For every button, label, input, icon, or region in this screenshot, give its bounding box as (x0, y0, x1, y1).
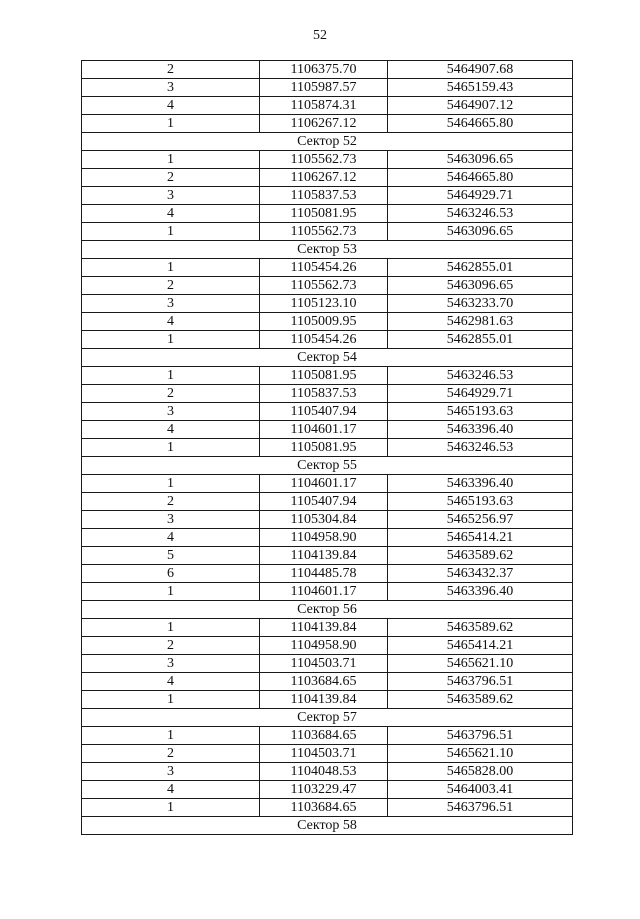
table-row (82, 673, 573, 691)
y-coordinate-cell: 5463396.40 (388, 475, 573, 493)
sector-header-row (82, 241, 573, 259)
table-row (82, 493, 573, 511)
table-row (82, 79, 573, 97)
point-number-cell: 4 (82, 529, 260, 547)
point-number-cell: 4 (82, 205, 260, 223)
coordinates-table (81, 60, 573, 835)
y-coordinate-cell: 5463396.40 (388, 421, 573, 439)
x-coordinate-cell: 1104958.90 (260, 529, 388, 547)
table-row (82, 655, 573, 673)
y-coordinate-cell: 5463796.51 (388, 799, 573, 817)
table-row (82, 511, 573, 529)
sector-title: Сектор 56 (82, 601, 573, 619)
x-coordinate-cell: 1103684.65 (260, 727, 388, 745)
table-row (82, 637, 573, 655)
x-coordinate-cell: 1104601.17 (260, 421, 388, 439)
x-coordinate-cell: 1104601.17 (260, 475, 388, 493)
table-row (82, 187, 573, 205)
y-coordinate-cell: 5463096.65 (388, 277, 573, 295)
point-number-cell: 6 (82, 565, 260, 583)
y-coordinate-cell: 5465256.97 (388, 511, 573, 529)
y-coordinate-cell: 5463233.70 (388, 295, 573, 313)
x-coordinate-cell: 1105454.26 (260, 331, 388, 349)
table-row (82, 61, 573, 79)
y-coordinate-cell: 5464907.68 (388, 61, 573, 79)
point-number-cell: 4 (82, 673, 260, 691)
point-number-cell: 2 (82, 493, 260, 511)
y-coordinate-cell: 5463396.40 (388, 583, 573, 601)
x-coordinate-cell: 1106267.12 (260, 115, 388, 133)
y-coordinate-cell: 5463589.62 (388, 547, 573, 565)
x-coordinate-cell: 1104139.84 (260, 547, 388, 565)
table-row (82, 475, 573, 493)
x-coordinate-cell: 1103684.65 (260, 673, 388, 691)
x-coordinate-cell: 1105874.31 (260, 97, 388, 115)
point-number-cell: 1 (82, 619, 260, 637)
point-number-cell: 1 (82, 691, 260, 709)
point-number-cell: 1 (82, 475, 260, 493)
point-number-cell: 2 (82, 61, 260, 79)
point-number-cell: 3 (82, 655, 260, 673)
y-coordinate-cell: 5464665.80 (388, 169, 573, 187)
x-coordinate-cell: 1105081.95 (260, 367, 388, 385)
point-number-cell: 1 (82, 151, 260, 169)
table-row (82, 97, 573, 115)
table-row (82, 529, 573, 547)
x-coordinate-cell: 1104958.90 (260, 637, 388, 655)
table-row (82, 277, 573, 295)
page-number: 52 (313, 28, 327, 43)
point-number-cell: 4 (82, 421, 260, 439)
x-coordinate-cell: 1104601.17 (260, 583, 388, 601)
y-coordinate-cell: 5463432.37 (388, 565, 573, 583)
x-coordinate-cell: 1104485.78 (260, 565, 388, 583)
table-row (82, 619, 573, 637)
table-row (82, 421, 573, 439)
y-coordinate-cell: 5463589.62 (388, 691, 573, 709)
sector-header-row (82, 457, 573, 475)
x-coordinate-cell: 1105454.26 (260, 259, 388, 277)
x-coordinate-cell: 1103684.65 (260, 799, 388, 817)
point-number-cell: 5 (82, 547, 260, 565)
sector-header-row (82, 709, 573, 727)
point-number-cell: 2 (82, 637, 260, 655)
y-coordinate-cell: 5462855.01 (388, 259, 573, 277)
point-number-cell: 4 (82, 781, 260, 799)
x-coordinate-cell: 1105562.73 (260, 277, 388, 295)
sector-title: Сектор 55 (82, 457, 573, 475)
point-number-cell: 1 (82, 367, 260, 385)
point-number-cell: 3 (82, 403, 260, 421)
y-coordinate-cell: 5463246.53 (388, 439, 573, 457)
sector-title: Сектор 54 (82, 349, 573, 367)
y-coordinate-cell: 5464929.71 (388, 385, 573, 403)
point-number-cell: 1 (82, 115, 260, 133)
point-number-cell: 1 (82, 727, 260, 745)
table-row (82, 781, 573, 799)
y-coordinate-cell: 5465159.43 (388, 79, 573, 97)
point-number-cell: 2 (82, 745, 260, 763)
point-number-cell: 2 (82, 277, 260, 295)
table-row (82, 547, 573, 565)
x-coordinate-cell: 1105407.94 (260, 493, 388, 511)
y-coordinate-cell: 5465621.10 (388, 655, 573, 673)
point-number-cell: 3 (82, 187, 260, 205)
table-row (82, 115, 573, 133)
table-row (82, 313, 573, 331)
x-coordinate-cell: 1105837.53 (260, 187, 388, 205)
table-row (82, 295, 573, 313)
point-number-cell: 1 (82, 223, 260, 241)
point-number-cell: 1 (82, 583, 260, 601)
table-row (82, 691, 573, 709)
x-coordinate-cell: 1104139.84 (260, 619, 388, 637)
sector-title: Сектор 58 (82, 817, 573, 835)
y-coordinate-cell: 5465621.10 (388, 745, 573, 763)
point-number-cell: 3 (82, 511, 260, 529)
x-coordinate-cell: 1106375.70 (260, 61, 388, 79)
x-coordinate-cell: 1104503.71 (260, 655, 388, 673)
y-coordinate-cell: 5464929.71 (388, 187, 573, 205)
x-coordinate-cell: 1105304.84 (260, 511, 388, 529)
point-number-cell: 1 (82, 799, 260, 817)
x-coordinate-cell: 1105123.10 (260, 295, 388, 313)
table-row (82, 799, 573, 817)
table-row (82, 169, 573, 187)
table-row (82, 403, 573, 421)
point-number-cell: 1 (82, 259, 260, 277)
y-coordinate-cell: 5464907.12 (388, 97, 573, 115)
x-coordinate-cell: 1105562.73 (260, 151, 388, 169)
x-coordinate-cell: 1104139.84 (260, 691, 388, 709)
x-coordinate-cell: 1105081.95 (260, 205, 388, 223)
y-coordinate-cell: 5465414.21 (388, 529, 573, 547)
table-row (82, 745, 573, 763)
table-row (82, 727, 573, 745)
table-row (82, 151, 573, 169)
sector-title: Сектор 57 (82, 709, 573, 727)
y-coordinate-cell: 5462855.01 (388, 331, 573, 349)
x-coordinate-cell: 1105081.95 (260, 439, 388, 457)
table-row (82, 259, 573, 277)
point-number-cell: 1 (82, 439, 260, 457)
point-number-cell: 3 (82, 763, 260, 781)
x-coordinate-cell: 1105987.57 (260, 79, 388, 97)
table-row (82, 565, 573, 583)
y-coordinate-cell: 5463589.62 (388, 619, 573, 637)
x-coordinate-cell: 1105009.95 (260, 313, 388, 331)
x-coordinate-cell: 1106267.12 (260, 169, 388, 187)
x-coordinate-cell: 1105837.53 (260, 385, 388, 403)
point-number-cell: 3 (82, 79, 260, 97)
table-row (82, 439, 573, 457)
point-number-cell: 1 (82, 331, 260, 349)
sector-header-row (82, 817, 573, 835)
y-coordinate-cell: 5462981.63 (388, 313, 573, 331)
point-number-cell: 4 (82, 97, 260, 115)
table-row (82, 331, 573, 349)
x-coordinate-cell: 1105407.94 (260, 403, 388, 421)
coordinates-table-body (82, 61, 573, 835)
y-coordinate-cell: 5463796.51 (388, 727, 573, 745)
x-coordinate-cell: 1103229.47 (260, 781, 388, 799)
x-coordinate-cell: 1104048.53 (260, 763, 388, 781)
y-coordinate-cell: 5465414.21 (388, 637, 573, 655)
table-row (82, 763, 573, 781)
point-number-cell: 2 (82, 385, 260, 403)
table-row (82, 367, 573, 385)
table-row (82, 583, 573, 601)
y-coordinate-cell: 5463246.53 (388, 205, 573, 223)
sector-title: Сектор 53 (82, 241, 573, 259)
point-number-cell: 2 (82, 169, 260, 187)
y-coordinate-cell: 5463246.53 (388, 367, 573, 385)
y-coordinate-cell: 5463796.51 (388, 673, 573, 691)
y-coordinate-cell: 5465193.63 (388, 403, 573, 421)
y-coordinate-cell: 5463096.65 (388, 151, 573, 169)
x-coordinate-cell: 1104503.71 (260, 745, 388, 763)
y-coordinate-cell: 5463096.65 (388, 223, 573, 241)
sector-header-row (82, 601, 573, 619)
y-coordinate-cell: 5464003.41 (388, 781, 573, 799)
y-coordinate-cell: 5464665.80 (388, 115, 573, 133)
sector-header-row (82, 349, 573, 367)
sector-header-row (82, 133, 573, 151)
sector-title: Сектор 52 (82, 133, 573, 151)
x-coordinate-cell: 1105562.73 (260, 223, 388, 241)
y-coordinate-cell: 5465193.63 (388, 493, 573, 511)
point-number-cell: 4 (82, 313, 260, 331)
table-row (82, 205, 573, 223)
table-row (82, 385, 573, 403)
point-number-cell: 3 (82, 295, 260, 313)
table-row (82, 223, 573, 241)
y-coordinate-cell: 5465828.00 (388, 763, 573, 781)
